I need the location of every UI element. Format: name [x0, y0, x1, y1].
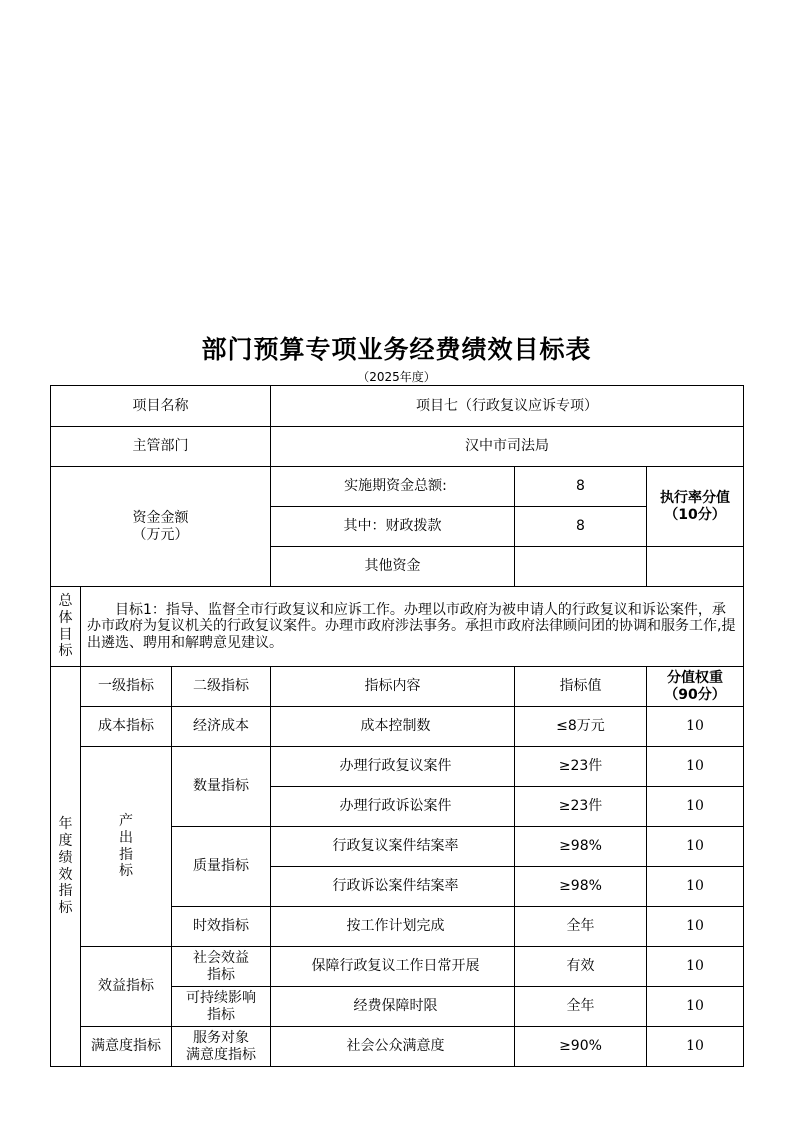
- sustainable-value: 全年: [515, 987, 647, 1027]
- sustainable-level2: [172, 987, 271, 1027]
- satisfaction-level1: 满意度指标: [81, 1027, 172, 1067]
- sustainable-weight: 10: [647, 987, 744, 1027]
- funds-total-value: 8: [515, 467, 647, 507]
- benefit-level1: 效益指标: [81, 947, 172, 1027]
- funds-fiscal-label: 其中：财政拨款: [271, 507, 515, 547]
- quality-value: ≥98%: [515, 827, 647, 867]
- quality-level2: 质量指标: [172, 827, 271, 907]
- social-benefit-line1: 社会效益: [193, 950, 249, 967]
- overall-goal-char: 总: [58, 592, 73, 609]
- quantity-value: ≥23件: [515, 747, 647, 787]
- annual-indicator-char: 年: [58, 816, 73, 833]
- timeliness-content: 按工作计划完成: [271, 907, 515, 947]
- timeliness-weight: 10: [647, 907, 744, 947]
- cost-level2: 经济成本: [172, 707, 271, 747]
- performance-target-table: [50, 385, 744, 1067]
- social-benefit-value: 有效: [515, 947, 647, 987]
- table-row: [51, 707, 744, 747]
- annual-indicator-label: [51, 667, 81, 1067]
- overall-goal-label: [51, 587, 81, 667]
- social-benefit-weight: 10: [647, 947, 744, 987]
- output-level1: [81, 747, 172, 947]
- quality-weight: 10: [647, 827, 744, 867]
- satisfaction-content: 社会公众满意度: [271, 1027, 515, 1067]
- department-label: 主管部门: [51, 427, 271, 467]
- header-level1: 一级指标: [81, 667, 172, 707]
- execution-rate-score: [647, 467, 744, 547]
- table-row: [51, 947, 744, 987]
- funds-total-label: 实施期资金总额:: [271, 467, 515, 507]
- satisfaction-line2: 满意度指标: [186, 1046, 256, 1063]
- execution-rate-line1: 执行率分值: [660, 490, 730, 507]
- sustainable-content: 经费保障时限: [271, 987, 515, 1027]
- timeliness-value: 全年: [515, 907, 647, 947]
- quality-weight: 10: [647, 867, 744, 907]
- annual-indicator-char: 绩: [58, 849, 73, 866]
- funds-label-line1: 资金金额: [132, 510, 189, 527]
- overall-goal-char: 目: [58, 626, 73, 643]
- social-benefit-line2: 指标: [207, 966, 235, 983]
- quality-content: 行政诉讼案件结案率: [271, 867, 515, 907]
- funds-other-value: [515, 547, 647, 587]
- project-row: [51, 386, 744, 427]
- funds-other-empty: [647, 547, 744, 587]
- output-char: 产: [119, 812, 133, 829]
- cost-weight: 10: [647, 707, 744, 747]
- quantity-content: 办理行政复议案件: [271, 747, 515, 787]
- cost-content: 成本控制数: [271, 707, 515, 747]
- cost-value: ≤8万元: [515, 707, 647, 747]
- social-benefit-level2: [172, 947, 271, 987]
- overall-goal-row: [51, 587, 744, 667]
- output-char: 标: [119, 863, 133, 880]
- quantity-level2: 数量指标: [172, 747, 271, 827]
- quantity-weight: 10: [647, 787, 744, 827]
- satisfaction-level2: [172, 1027, 271, 1067]
- satisfaction-weight: 10: [647, 1027, 744, 1067]
- sustainable-line2: 指标: [207, 1006, 235, 1023]
- sustainable-line1: 可持续影响: [186, 990, 256, 1007]
- funds-total-row: [51, 467, 744, 507]
- output-char: 出: [119, 829, 133, 846]
- execution-rate-line2: （10分）: [664, 506, 726, 523]
- funds-label-line2: （万元）: [132, 526, 189, 543]
- overall-goal-char: 标: [58, 643, 73, 660]
- quality-content: 行政复议案件结案率: [271, 827, 515, 867]
- annual-indicator-char: 效: [58, 866, 73, 883]
- header-content: 指标内容: [271, 667, 515, 707]
- social-benefit-content: 保障行政复议工作日常开展: [271, 947, 515, 987]
- department-value: 汉中市司法局: [271, 427, 744, 467]
- satisfaction-value: ≥90%: [515, 1027, 647, 1067]
- header-weight-line1: 分值权重: [667, 670, 723, 687]
- header-level2: 二级指标: [172, 667, 271, 707]
- annual-indicator-char: 标: [58, 900, 73, 917]
- indicator-header-row: [51, 667, 744, 707]
- department-row: [51, 427, 744, 467]
- timeliness-level2: 时效指标: [172, 907, 271, 947]
- output-char: 指: [119, 846, 133, 863]
- cost-level1: 成本指标: [81, 707, 172, 747]
- quantity-value: ≥23件: [515, 787, 647, 827]
- project-value: 项目七（行政复议应诉专项）: [271, 386, 744, 427]
- quality-value: ≥98%: [515, 867, 647, 907]
- annual-indicator-char: 度: [58, 832, 73, 849]
- satisfaction-line1: 服务对象: [193, 1030, 249, 1047]
- funds-other-label: 其他资金: [271, 547, 515, 587]
- header-value: 指标值: [515, 667, 647, 707]
- quantity-content: 办理行政诉讼案件: [271, 787, 515, 827]
- overall-goal-text: 目标1：指导、监督全市行政复议和应诉工作。办理以市政府为被申请人的行政复议和诉讼案件，承办市政府为复议机关的行政复议案件。办理市政府涉法事务。承担市政府法律顾问团的协调和服务工作,提出遴选、聘用和解聘意见建议。: [81, 587, 744, 667]
- page-title: 部门预算专项业务经费绩效目标表: [201, 335, 592, 364]
- funds-fiscal-value: 8: [515, 507, 647, 547]
- header-weight-line2: （90分）: [664, 686, 726, 703]
- annual-indicator-char: 指: [58, 883, 73, 900]
- page-subtitle: （2025年度）: [357, 370, 436, 384]
- table-row: [51, 747, 744, 787]
- header-weight: [647, 667, 744, 707]
- table-row: [51, 1027, 744, 1067]
- funds-label: [51, 467, 271, 587]
- overall-goal-char: 体: [58, 609, 73, 626]
- quantity-weight: 10: [647, 747, 744, 787]
- project-label: 项目名称: [51, 386, 271, 427]
